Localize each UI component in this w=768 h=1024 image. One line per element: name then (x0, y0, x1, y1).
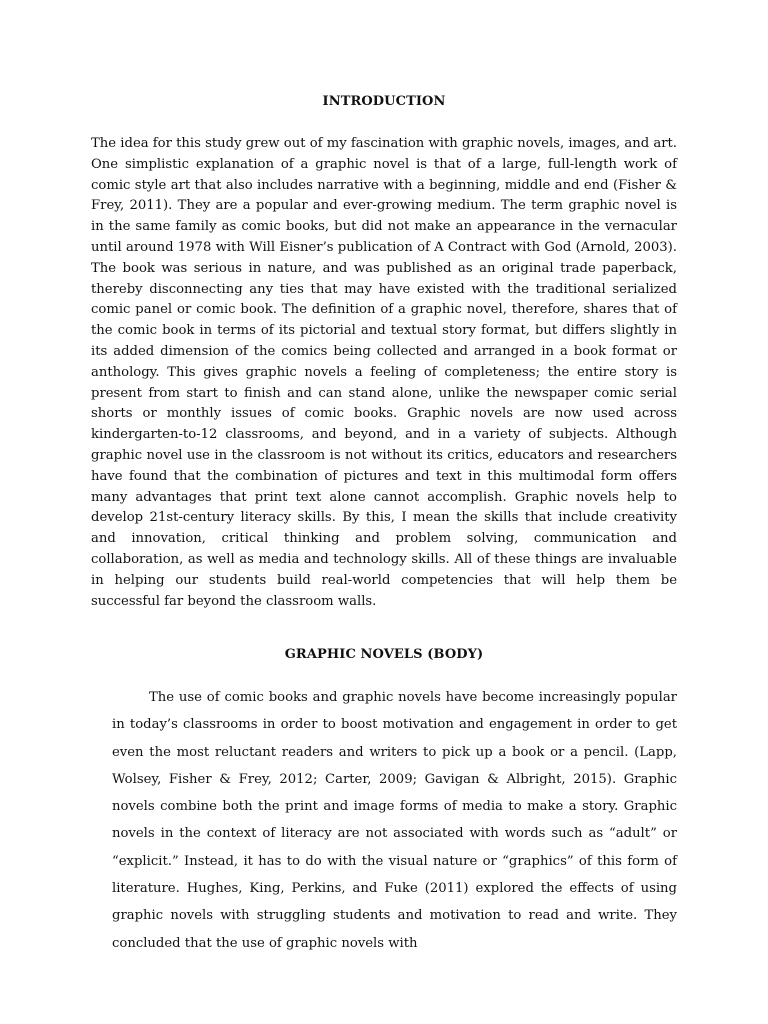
introduction-paragraph: The idea for this study grew out of my fascination with graphic novels, images, and art. One simplistic explanation of a graphic novel is that of a large, full-length work of comic style art that also includes narrative with a beginning, middle and end (Fisher & Frey, 2011). They are a popular and ever-growing medium. The term graphic novel is in the same family as comic books, but did not make an appearance in the vernacular until around 1978 with Will Eisner’s publication of A Contract with God (Arnold, 2003). The book was serious in nature, and was published as an original trade paperback, thereby disconnecting any ties that may have existed with the traditional serialized comic panel or comic book. The definition of a graphic novel, therefore, shares that of the comic book in terms of its pictorial and textual story format, but differs slightly in its added dimension of the comics being collected and arranged in a book format or anthology. This gives graphic novels a feeling of completeness; the entire story is present from start to finish and can stand alone, unlike the newspaper comic serial shorts or monthly issues of comic books. Graphic novels are now used across kindergarten-to-12 classrooms, and beyond, and in a variety of subjects. Although graphic novel use in the classroom is not without its critics, educators and researchers have found that the combination of pictures and text in this multimodal form offers many advantages that print text alone cannot accomplish. Graphic novels help to develop 21st-century literacy skills. By this, I mean the skills that include creativity and innovation, critical thinking and problem solving, communication and collaboration, as well as media and technology skills. All of these things are invaluable in helping our students build real-world competencies that will help them be successful far beyond the classroom walls. (91, 136, 677, 609)
introduction-heading: INTRODUCTION (322, 94, 446, 109)
graphic-novels-body-paragraph: The use of comic books and graphic novels have become increasingly popular in today’s classrooms in order to boost motivation and engagement in order to get even the most reluctant readers and writers to pick up a book or a pencil. (Lapp, Wolsey, Fisher & Frey, 2012; Carter, 2009; Gavigan & Albright, 2015). Graphic novels combine both the print and image forms of media to make a story. Graphic novels in the context of literacy are not associated with words such as “adult” or “explicit.” Instead, it has to do with the visual nature or “graphics” of this form of literature. Hughes, King, Perkins, and Fuke (2011) explored the effects of using graphic novels with struggling students and motivation to read and write. They concluded that the use of graphic novels with (112, 690, 677, 951)
graphic-novels-body-heading: GRAPHIC NOVELS (BODY) (284, 647, 484, 662)
